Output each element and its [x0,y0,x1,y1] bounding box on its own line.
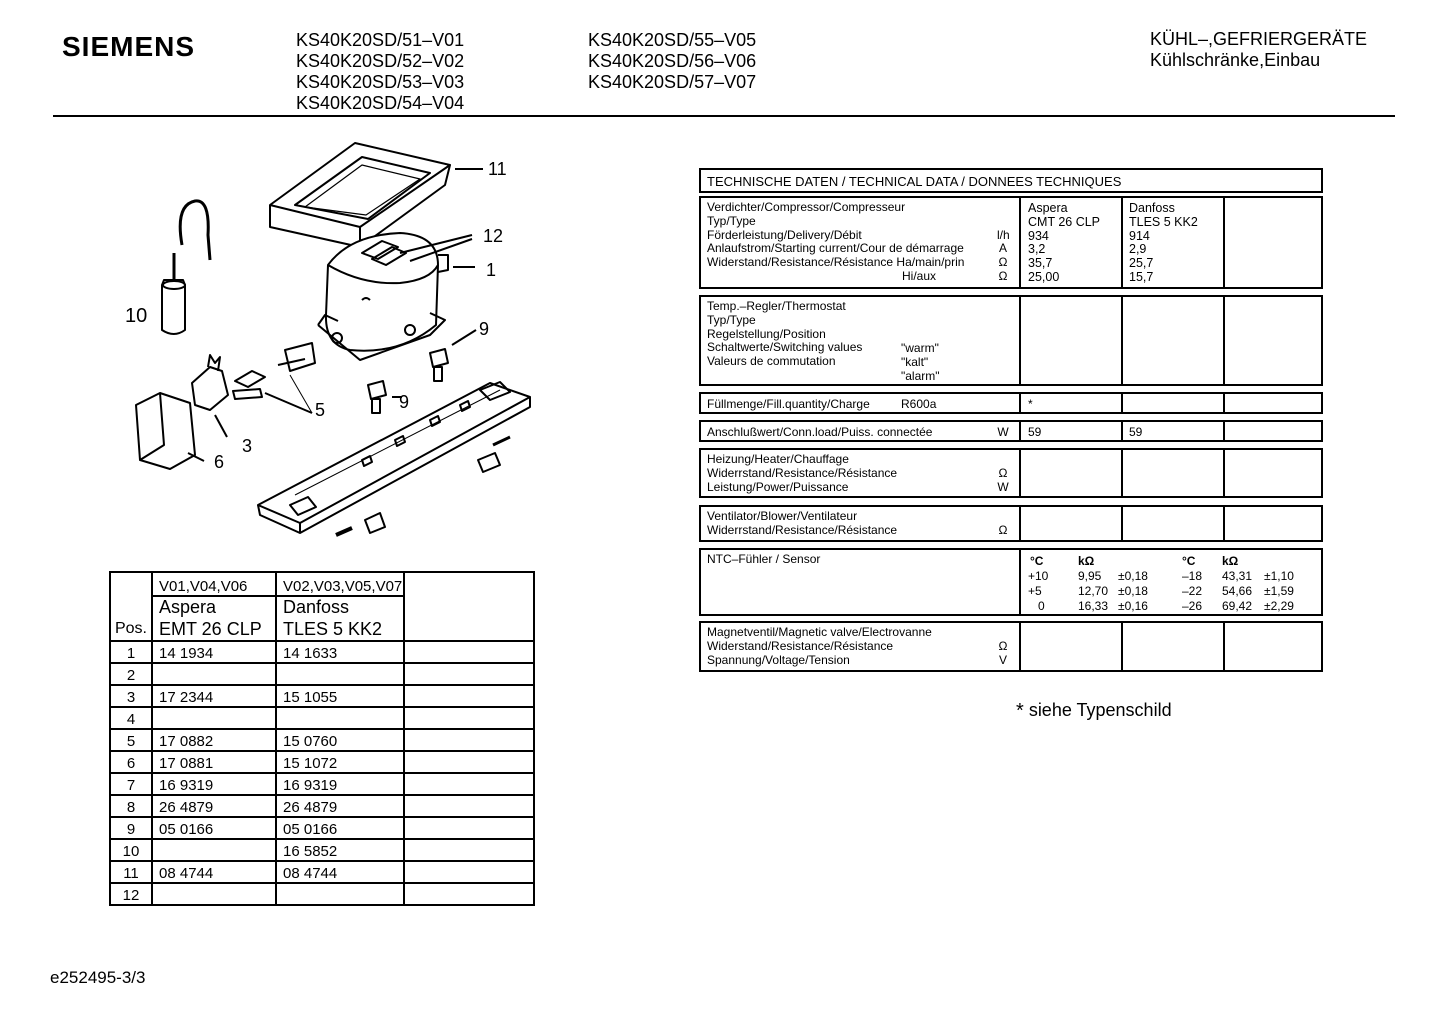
callout-1: 1 [486,260,497,280]
table-row: 9 05 0166 05 0166 [110,817,534,839]
table-row: 4 [110,707,534,729]
exploded-parts-diagram [100,135,550,555]
ntc-row: +10 9,95 ±0,18 –18 43,31 ±1,10 [1028,569,1294,583]
model-number: KS40K20SD/57–V07 [588,72,757,92]
ntc-block: NTC–Fühler / Sensor °C kΩ °C kΩ +10 9,95 ±0,18 –18 43,31 ±1,10 +5 12,70 ±0,18 –22 54,66 ±1,59 0 16,33 ±0,16 –26 69,42 ±2,29 [699,548,1323,616]
header-rule [53,115,1395,117]
category-block [1150,29,1367,71]
pos-header: Pos. [110,572,152,641]
siemens-logo: SIEMENS [62,31,196,62]
brand-b: Danfoss [276,596,404,618]
model-number: KS40K20SD/55–V05 [588,30,757,50]
thermostat-block: Temp.–Regler/Thermostat Typ/Type Regelstellung/Position Schaltwerte/Switching values Valeurs de commutation "warm" "kalt" "alarm" [699,295,1323,386]
table-row: 2 [110,663,534,685]
callout-12: 12 [483,226,504,246]
table-row: 5 17 0882 15 0760 [110,729,534,751]
model-number: KS40K20SD/52–V02 [296,51,465,71]
typenschild-note: * siehe Typenschild [1016,700,1172,722]
conn-block: Anschlußwert/Conn.load/Puiss. connectée W 59 59 [699,420,1323,442]
table-row: 12 [110,883,534,905]
model-number: KS40K20SD/54–V04 [296,93,465,113]
table-row: 7 16 9319 16 9319 [110,773,534,795]
callout-9a: 9 [479,319,490,339]
ntc-row: 0 16,33 ±0,16 –26 69,42 ±2,29 [1038,599,1294,613]
valve-block: Magnetventil/Magnetic valve/Electrovanne Widerstand/Resistance/Résistance Spannung/Voltage/Tension Ω V [699,621,1323,672]
compressor-block: Verdichter/Compressor/Compresseur Typ/Type Förderleistung/Delivery/Débit Anlaufstrom/Starting current/Cour de démarrage Widerstand/Resistance/Résistance Ha/main/prin Hi/aux l/h A Ω Ω Aspera CMT 26 CLP 934 3,2 35,7 25,00 Danfoss TLES 5 KK2 914 2,9 25,7 15,7 [699,196,1323,289]
fill-block: Füllmenge/Fill.quantity/Charge R600a * [699,392,1323,414]
category-subtitle: Kühlschränke,Einbau [1150,50,1321,70]
table-row: 6 17 0881 15 1072 [110,751,534,773]
callout-5: 5 [315,400,326,420]
danfoss-brand: Danfoss [1129,201,1175,215]
variant-header-a: V01,V04,V06 [152,572,276,596]
brand-a: Aspera [152,596,276,618]
table-row: 1 14 1934 14 1633 [110,641,534,663]
tech-title: TECHNISCHE DATEN / TECHNICAL DATA / DONNEES TECHNIQUES [699,168,1323,193]
table-row: 3 17 2344 15 1055 [110,685,534,707]
blower-block: Ventilator/Blower/Ventilateur Widerrstand/Resistance/Résistance Ω [699,505,1323,542]
model-number: KS40K20SD/56–V06 [588,51,757,71]
model-list-1 [296,30,464,114]
variant-header-b: V02,V03,V05,V07 [276,572,404,596]
callout-6: 6 [214,452,225,472]
heater-block: Heizung/Heater/Chauffage Widerrstand/Resistance/Résistance Leistung/Power/Puissance Ω W [699,448,1323,498]
callout-10: 10 [125,305,148,327]
table-row: 10 16 5852 [110,839,534,861]
model-number: KS40K20SD/53–V03 [296,72,465,92]
table-row: 8 26 4879 26 4879 [110,795,534,817]
document-id: e252495-3/3 [50,968,146,987]
model-b: TLES 5 KK2 [276,618,404,641]
table-row: 11 08 4744 08 4744 [110,861,534,883]
callout-3: 3 [242,436,253,456]
callout-9b: 9 [399,392,410,412]
empty-header [404,572,534,641]
parts-table [109,571,535,906]
aspera-brand: Aspera [1028,201,1068,215]
model-a: EMT 26 CLP [152,618,276,641]
model-number: KS40K20SD/51–V01 [296,30,465,50]
ntc-row: +5 12,70 ±0,18 –22 54,66 ±1,59 [1028,584,1294,598]
callout-11: 11 [488,159,507,179]
model-list-2 [588,30,756,93]
category-title: KÜHL–,GEFRIERGERÄTE [1150,29,1368,49]
